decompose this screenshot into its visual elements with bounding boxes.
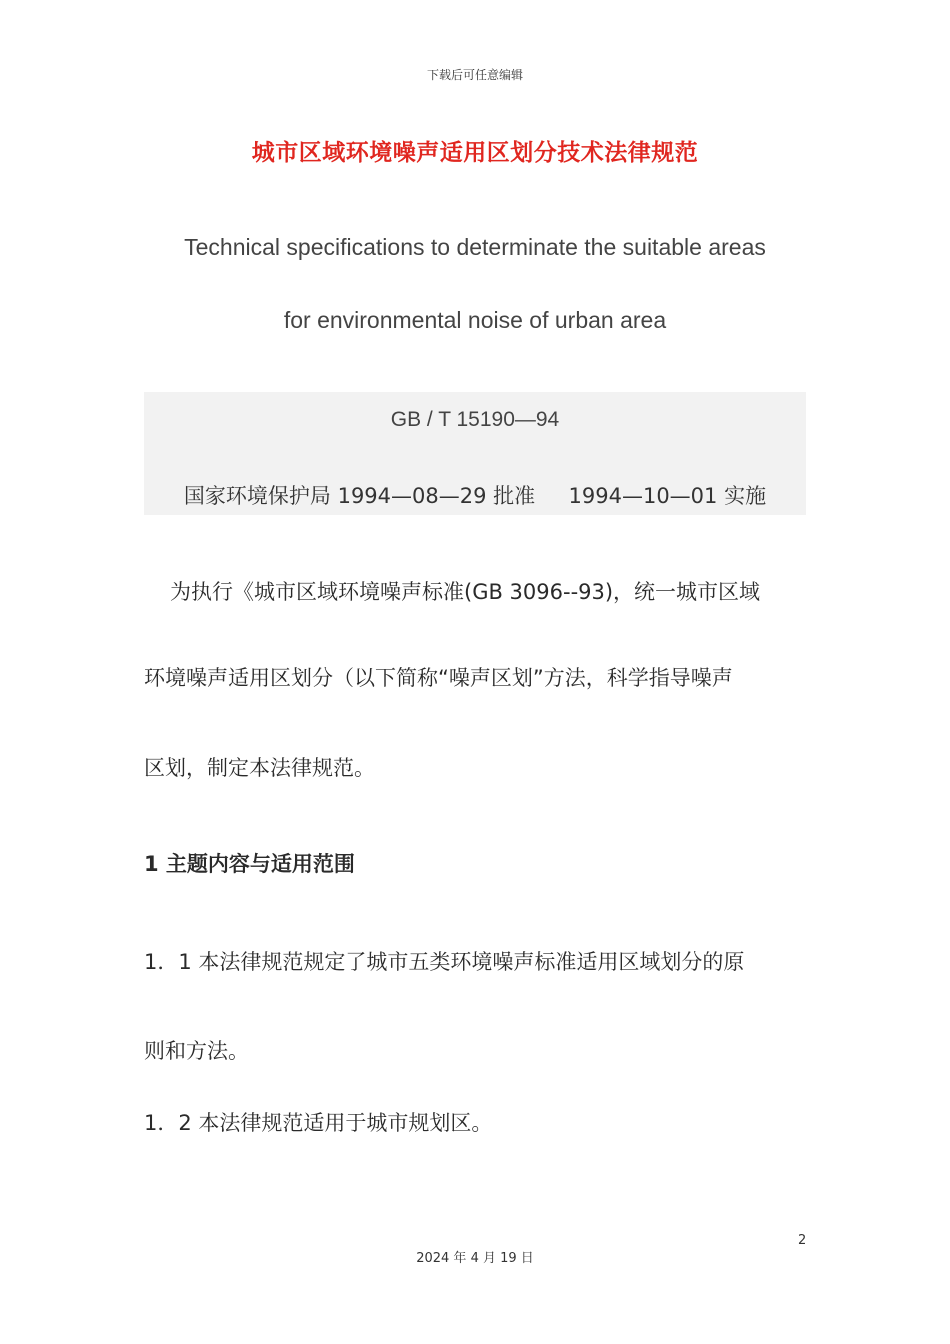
page-number: 2 bbox=[798, 1233, 807, 1248]
section-1-heading: 1 主题内容与适用范围 bbox=[144, 852, 355, 876]
english-title-line-1: Technical specifications to determinate the suitable areas bbox=[184, 234, 766, 260]
english-title-line-2: for environmental noise of urban area bbox=[283, 307, 667, 333]
intro-paragraph-line-3: 区划，制定本法律规范。 bbox=[144, 756, 375, 780]
intro-paragraph-line-1: 为执行《城市区域环境噪声标准(GB 3096--93)，统一城市区域 bbox=[170, 580, 761, 604]
clause-1-1-line-1: 1．1 本法律规范规定了城市五类环境噪声标准适用区域划分的原 bbox=[144, 950, 745, 974]
standard-code: GB / T 15190—94 bbox=[390, 408, 560, 431]
footer-date: 2024 年 4 月 19 日 bbox=[416, 1251, 534, 1266]
intro-paragraph-line-2: 环境噪声适用区划分（以下简称“噪声区划”方法，科学指导噪声 bbox=[144, 666, 733, 690]
document-title: 城市区域环境噪声适用区划分技术法律规范 bbox=[251, 140, 699, 166]
standard-info-box bbox=[144, 392, 806, 515]
header-note: 下载后可任意编辑 bbox=[426, 68, 523, 82]
approval-line: 国家环境保护局 1994—08—29 批准 1994—10—01 实施 bbox=[183, 484, 767, 508]
clause-1-1-line-2: 则和方法。 bbox=[144, 1039, 249, 1063]
clause-1-2: 1．2 本法律规范适用于城市规划区。 bbox=[144, 1111, 493, 1135]
